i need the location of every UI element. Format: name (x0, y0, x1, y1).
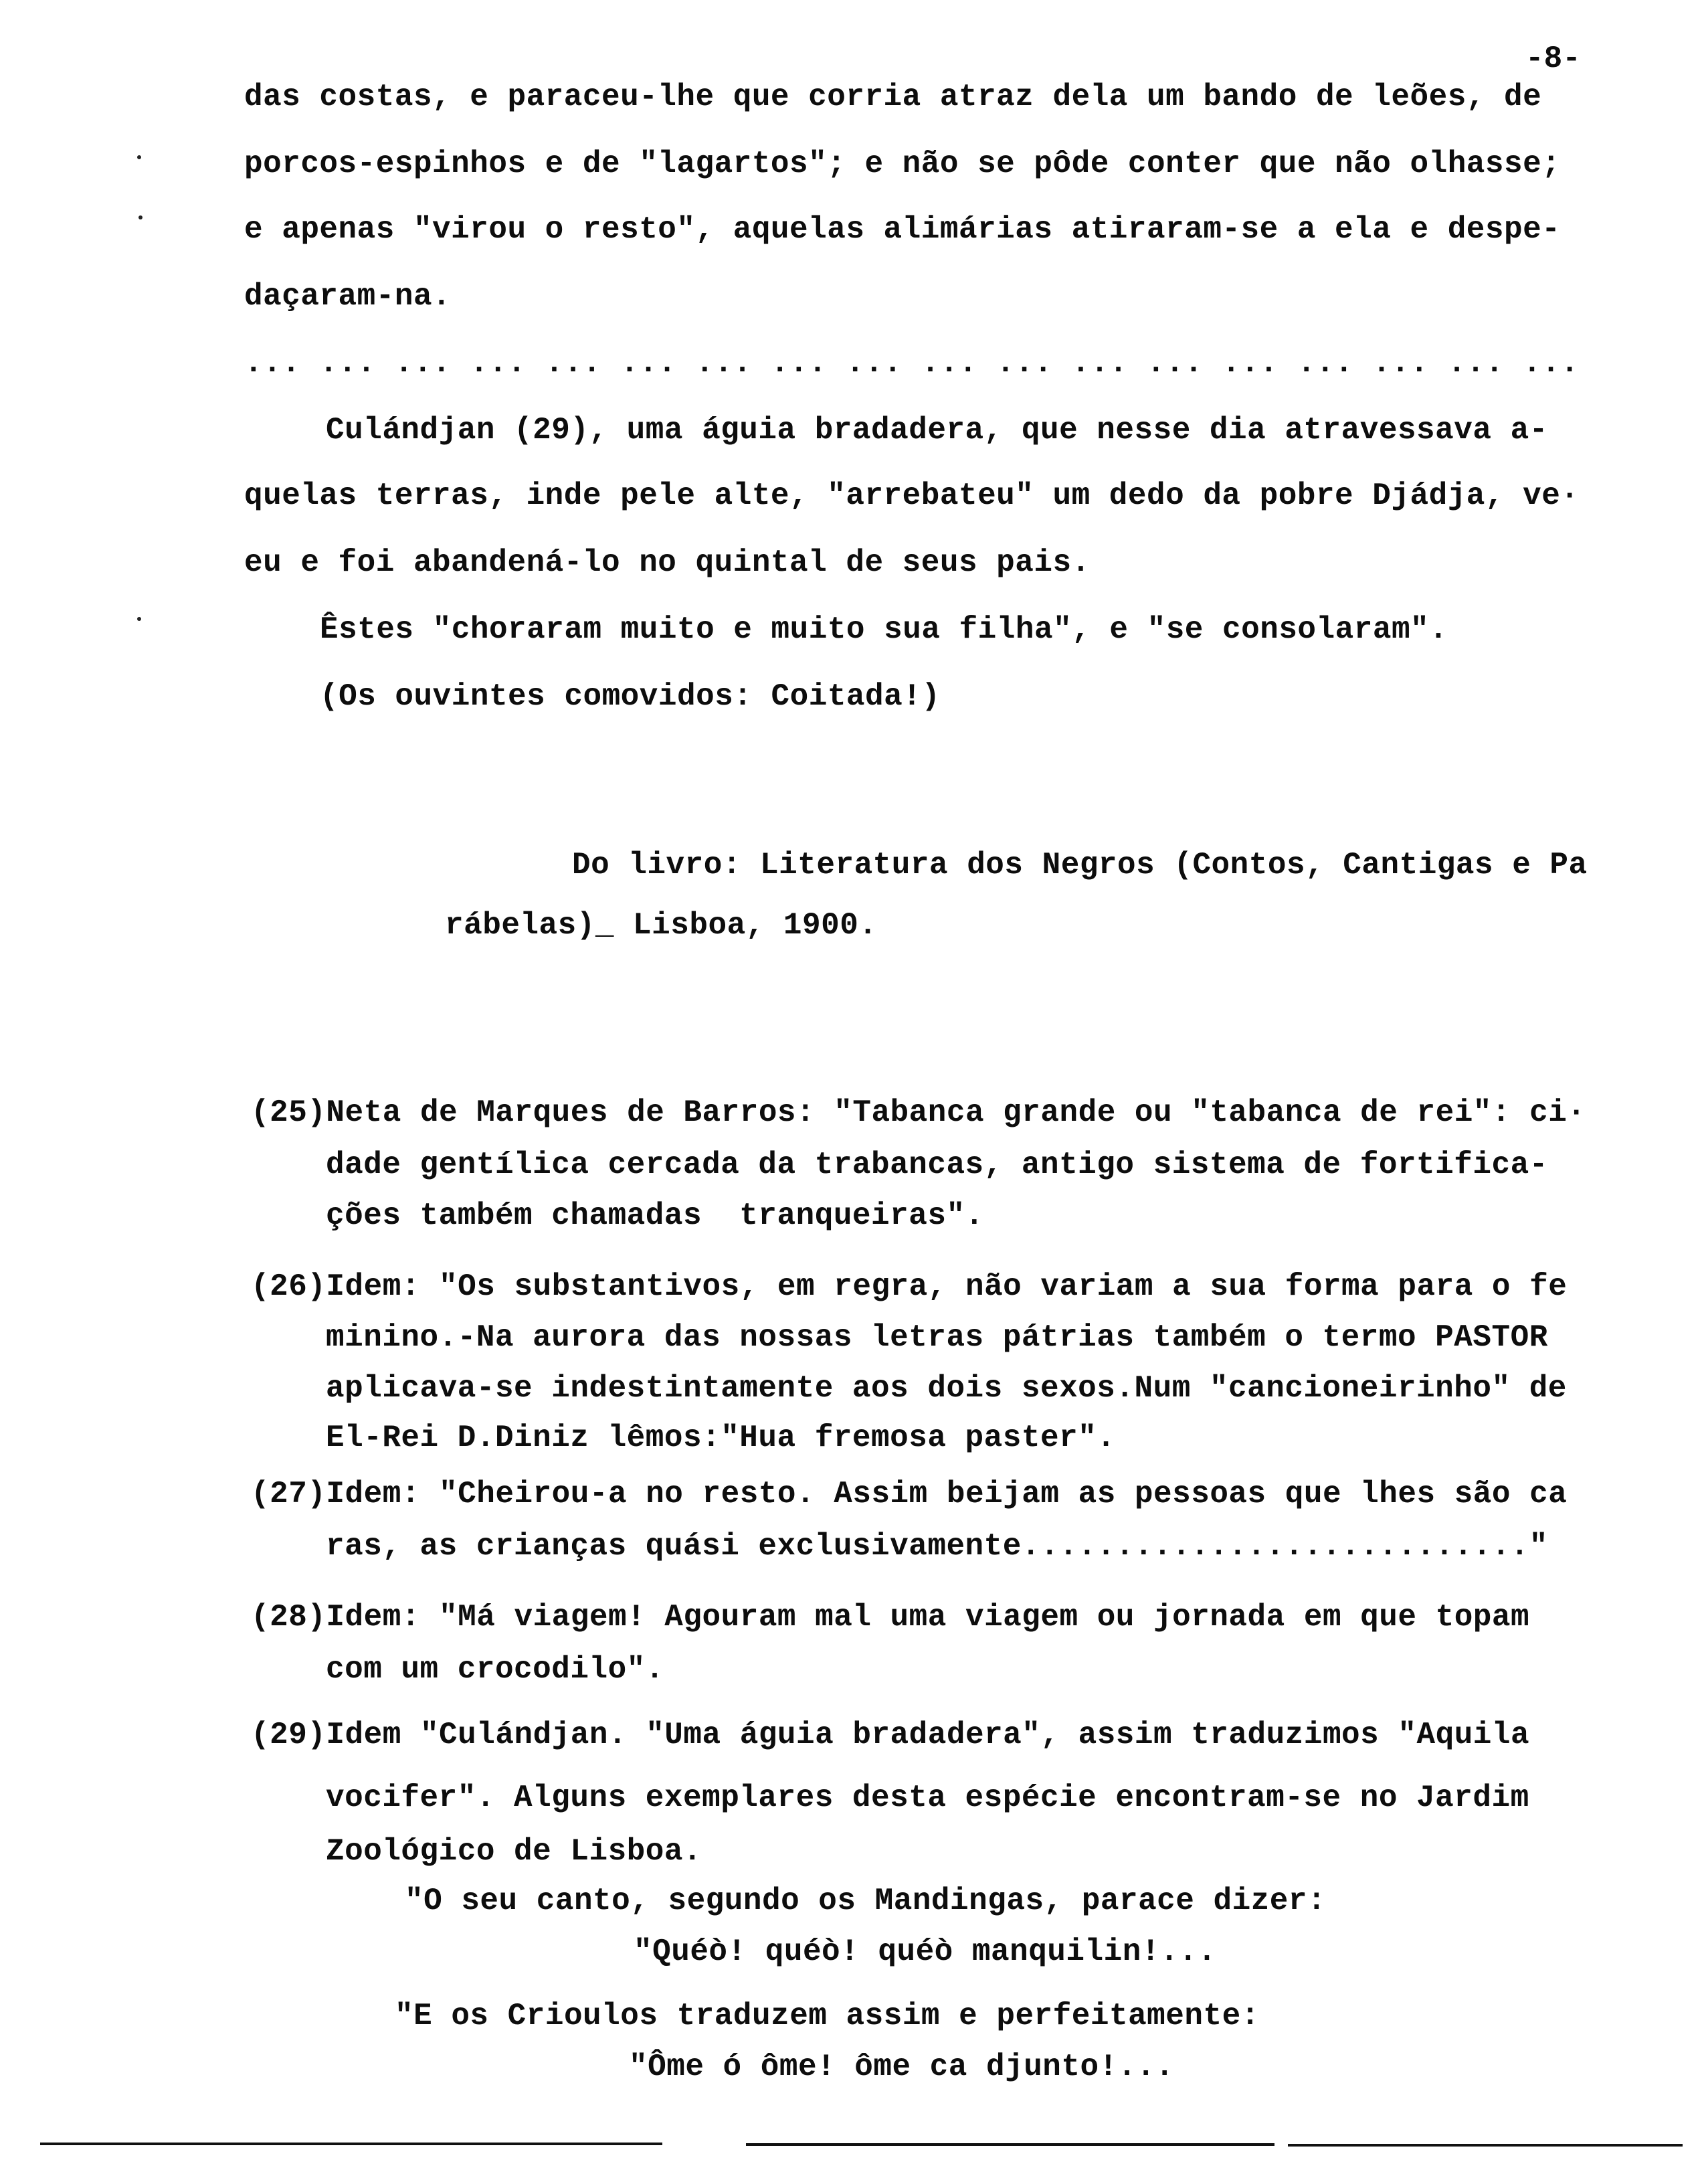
footnote-line: "E os Crioulos traduzem assim e perfeitamente: (395, 1999, 1260, 2033)
bottom-rule (746, 2143, 1274, 2146)
footnote-line: dade gentílica cercada da trabancas, antigo sistema de fortifica- (326, 1148, 1548, 1182)
margin-speck (137, 617, 141, 621)
story-line: daçaram-na. (244, 279, 452, 314)
margin-speck (137, 155, 141, 159)
footnote-line: (25)Neta de Marques de Barros: "Tabanca grande ou "tabanca de rei": ci· (251, 1095, 1586, 1130)
footnote-line: ções também chamadas tranqueiras". (326, 1198, 984, 1233)
story-line: eu e foi abandená-lo no quintal de seus pais. (244, 545, 1091, 580)
footnote-line: El-Rei D.Diniz lêmos:"Hua fremosa paster". (326, 1421, 1116, 1455)
footnote-line: Zoológico de Lisboa. (326, 1834, 702, 1869)
story-line: e apenas "virou o resto", aquelas alimárias atiraram-se a ela e despe- (244, 212, 1561, 247)
story-line: quelas terras, inde pele alte, "arrebateu" um dedo da pobre Djádja, ve· (244, 478, 1580, 513)
footnote-line: ras, as crianças quási exclusivamente..........................." (326, 1529, 1548, 1564)
citation-line: rábelas)_ Lisboa, 1900. (445, 908, 878, 943)
footnote-line: (27)Idem: "Cheirou-a no resto. Assim beijam as pessoas que lhes são ca (251, 1477, 1568, 1512)
footnote-line: "Ôme ó ôme! ôme ca djunto!... (629, 2050, 1175, 2084)
footnote-line: "O seu canto, segundo os Mandingas, parace dizer: (405, 1884, 1327, 1918)
footnote-line: (28)Idem: "Má viagem! Agouram mal uma viagem ou jornada em que topam (251, 1600, 1530, 1635)
story-line: das costas, e paraceu-lhe que corria atraz dela um bando de leões, de (244, 80, 1542, 114)
story-line: (Os ouvintes comovidos: Coitada!) (320, 679, 941, 714)
margin-speck (138, 215, 143, 219)
ellipsis-separator: ... ... ... ... ... ... ... ... ... ... ... ... ... ... ... ... ... ... (244, 346, 1580, 381)
footnote-line: aplicava-se indestintamente aos dois sexos.Num "cancioneirinho" de (326, 1371, 1567, 1406)
story-line: Culándjan (29), uma águia bradadera, que nesse dia atravessava a- (326, 413, 1548, 448)
bottom-rule (40, 2143, 662, 2145)
story-line: porcos-espinhos e de "lagartos"; e não se pôde conter que não olhasse; (244, 147, 1561, 181)
footnote-line: vocifer". Alguns exemplares desta espécie encontram-se no Jardim (326, 1781, 1529, 1815)
footnote-line: minino.-Na aurora das nossas letras pátrias também o termo PASTOR (326, 1320, 1548, 1355)
footnote-line: (29)Idem "Culándjan. "Uma águia bradadera", assim traduzimos "Aquila (251, 1718, 1530, 1752)
page-number: -8- (1525, 41, 1581, 76)
story-line: Êstes "choraram muito e muito sua filha", e "se consolaram". (320, 612, 1448, 647)
citation-line: Do livro: Literatura dos Negros (Contos, Cantigas e Pa (572, 848, 1588, 883)
footnote-line: (26)Idem: "Os substantivos, em regra, não variam a sua forma para o fe (251, 1269, 1568, 1304)
footnote-line: "Quéò! quéò! quéò manquilin!... (634, 1934, 1217, 1969)
bottom-rule (1288, 2144, 1683, 2147)
footnote-line: com um crocodilo". (326, 1652, 664, 1687)
